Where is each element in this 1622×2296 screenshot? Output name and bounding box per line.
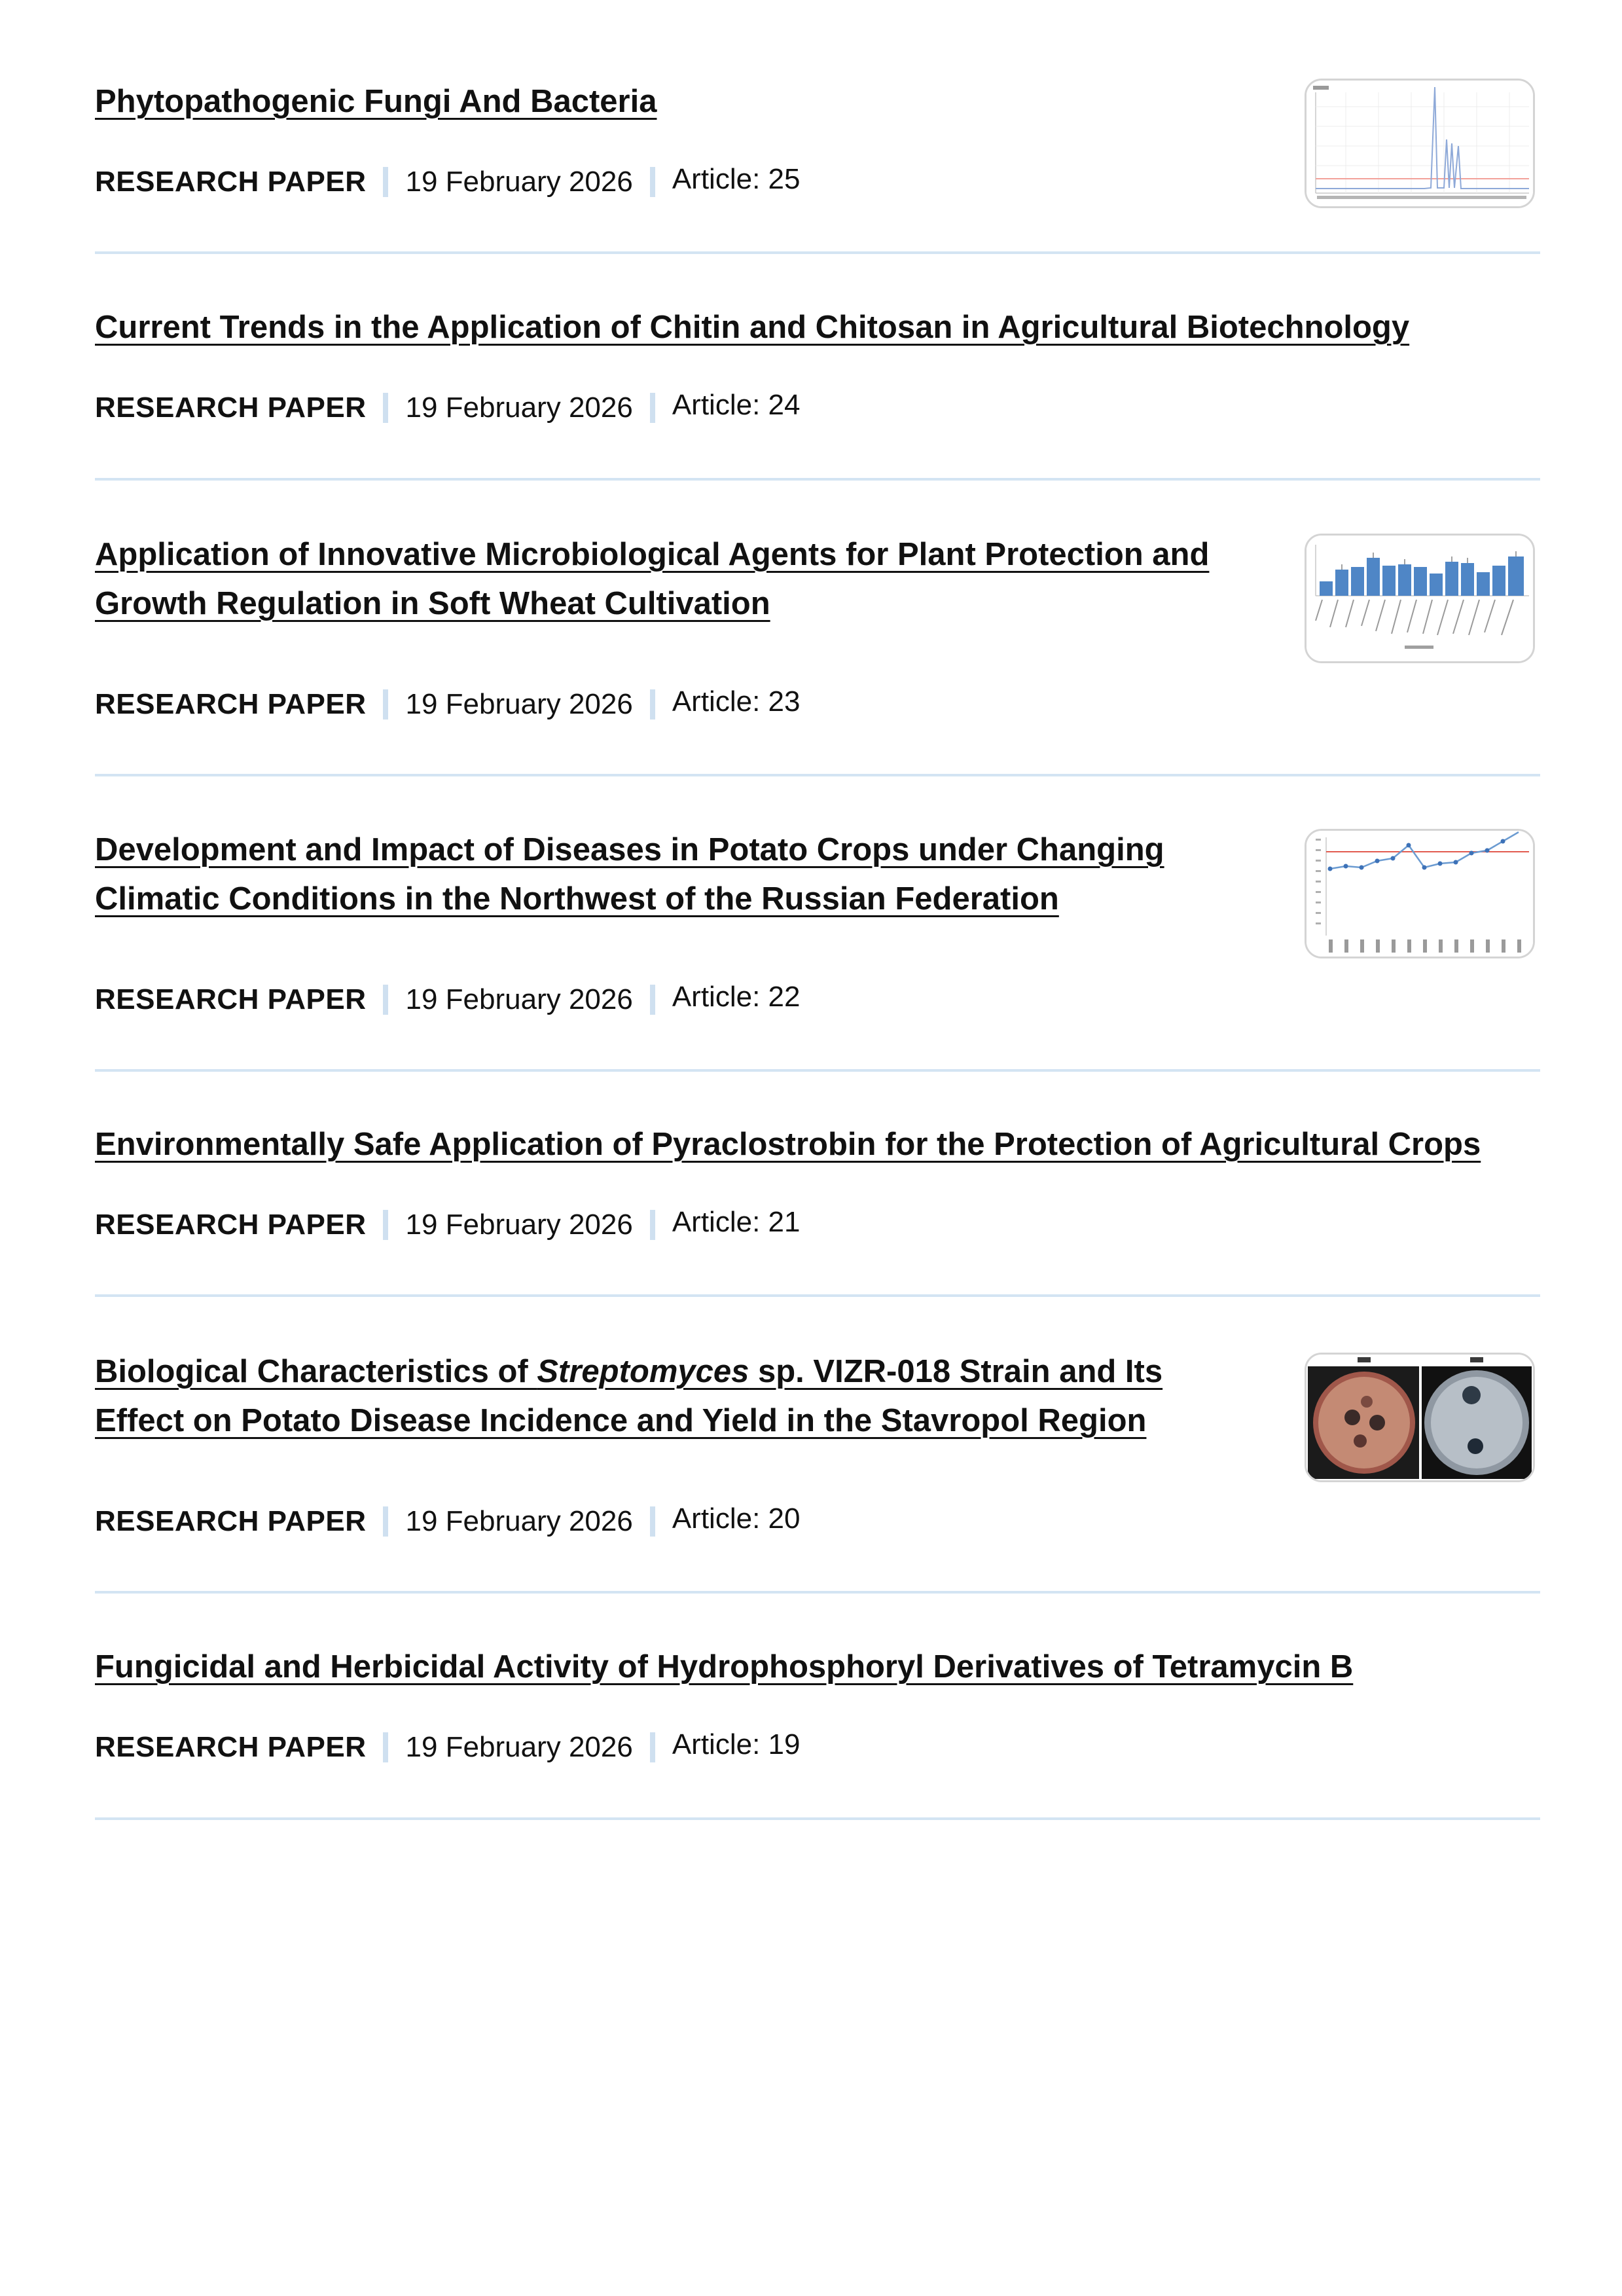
meta-separator	[383, 985, 388, 1015]
title-line-2: Effect on Potato Disease Incidence and Yield in the Stavropol Region	[95, 1403, 1147, 1438]
article-type: RESEARCH PAPER	[95, 983, 367, 1015]
meta-separator	[383, 1506, 388, 1537]
article-title-link[interactable]: Phytopathogenic Fungi And Bacteria	[95, 84, 657, 119]
meta-separator	[383, 1210, 388, 1240]
article-date: 19 February 2026	[405, 983, 633, 1015]
line-chart-image	[1307, 831, 1533, 957]
meta-separator	[650, 393, 655, 423]
article-title-link[interactable]: Environmentally Safe Application of Pyraclostrobin for the Protection of Agricultural Crops	[95, 1127, 1481, 1162]
article-title-link[interactable]	[95, 832, 1164, 917]
article-type: RESEARCH PAPER	[95, 1731, 367, 1763]
article-title-link[interactable]: Fungicidal and Herbicidal Activity of Hydrophosphoryl Derivatives of Tetramycin B	[95, 1649, 1354, 1685]
bar-chart-thumbnail[interactable]	[1305, 534, 1535, 663]
article-date: 19 February 2026	[405, 1209, 633, 1241]
meta-separator	[383, 393, 388, 423]
title-line-1-end: sp. VIZR-018 Strain and Its	[749, 1354, 1163, 1389]
article-divider	[95, 774, 1540, 776]
article-divider	[95, 1591, 1540, 1594]
article-title	[95, 77, 657, 126]
article-number: Article: 22	[672, 981, 801, 1013]
article-number: Article: 19	[672, 1728, 801, 1760]
article-meta	[95, 685, 800, 724]
article-divider	[95, 1069, 1540, 1072]
meta-separator	[383, 1732, 388, 1762]
article-type: RESEARCH PAPER	[95, 1505, 367, 1537]
article-number: Article: 20	[672, 1503, 801, 1535]
article-number: Article: 21	[672, 1206, 801, 1238]
article-meta	[95, 1728, 800, 1767]
article-date: 19 February 2026	[405, 1731, 633, 1763]
chromatogram-image	[1307, 81, 1533, 206]
title-line-1-start: Biological Characteristics of	[95, 1354, 537, 1389]
article-type: RESEARCH PAPER	[95, 688, 367, 720]
article-title-link[interactable]	[95, 537, 1209, 621]
meta-separator	[383, 167, 388, 197]
title-line-2: Climatic Conditions in the Northwest of the Russian Federation	[95, 881, 1059, 917]
article-title-link[interactable]	[95, 1354, 1162, 1438]
article-date: 19 February 2026	[405, 1505, 633, 1537]
article-type: RESEARCH PAPER	[95, 166, 367, 198]
petri-dish-thumbnail[interactable]	[1305, 1353, 1535, 1482]
article-divider	[95, 1817, 1540, 1820]
article-meta	[95, 1205, 800, 1245]
article-meta	[95, 980, 800, 1019]
line-chart-thumbnail[interactable]	[1305, 829, 1535, 958]
article-meta	[95, 388, 800, 428]
article-title	[95, 1643, 1353, 1692]
meta-separator	[650, 1506, 655, 1537]
article-type: RESEARCH PAPER	[95, 392, 367, 424]
meta-separator	[650, 689, 655, 720]
article-number: Article: 24	[672, 389, 801, 421]
article-divider	[95, 478, 1540, 481]
meta-separator	[650, 167, 655, 197]
article-divider	[95, 251, 1540, 254]
article-meta	[95, 1502, 800, 1541]
article-type: RESEARCH PAPER	[95, 1209, 367, 1241]
article-title	[95, 826, 1164, 924]
title-line-1: Application of Innovative Microbiological Agents for Plant Protection and	[95, 537, 1210, 572]
meta-separator	[650, 1732, 655, 1762]
title-italic-species: Streptomyces	[537, 1354, 749, 1389]
meta-separator	[650, 985, 655, 1015]
article-date: 19 February 2026	[405, 392, 633, 424]
chromatogram-thumbnail[interactable]	[1305, 79, 1535, 208]
article-number: Article: 23	[672, 685, 801, 718]
article-title	[95, 1347, 1162, 1446]
article-date: 19 February 2026	[405, 166, 633, 198]
bar-chart-image	[1307, 536, 1533, 661]
meta-separator	[650, 1210, 655, 1240]
article-date: 19 February 2026	[405, 688, 633, 720]
article-title	[95, 530, 1209, 629]
article-meta	[95, 162, 800, 202]
article-title	[95, 1120, 1481, 1169]
meta-separator	[383, 689, 388, 720]
article-title	[95, 303, 1409, 352]
article-number: Article: 25	[672, 163, 801, 195]
petri-dish-image	[1307, 1355, 1533, 1480]
article-divider	[95, 1294, 1540, 1297]
title-line-2: Growth Regulation in Soft Wheat Cultivation	[95, 586, 770, 621]
article-title-link[interactable]: Current Trends in the Application of Chitin and Chitosan in Agricultural Biotechnology	[95, 310, 1410, 345]
title-line-1: Development and Impact of Diseases in Potato Crops under Changing	[95, 832, 1164, 867]
